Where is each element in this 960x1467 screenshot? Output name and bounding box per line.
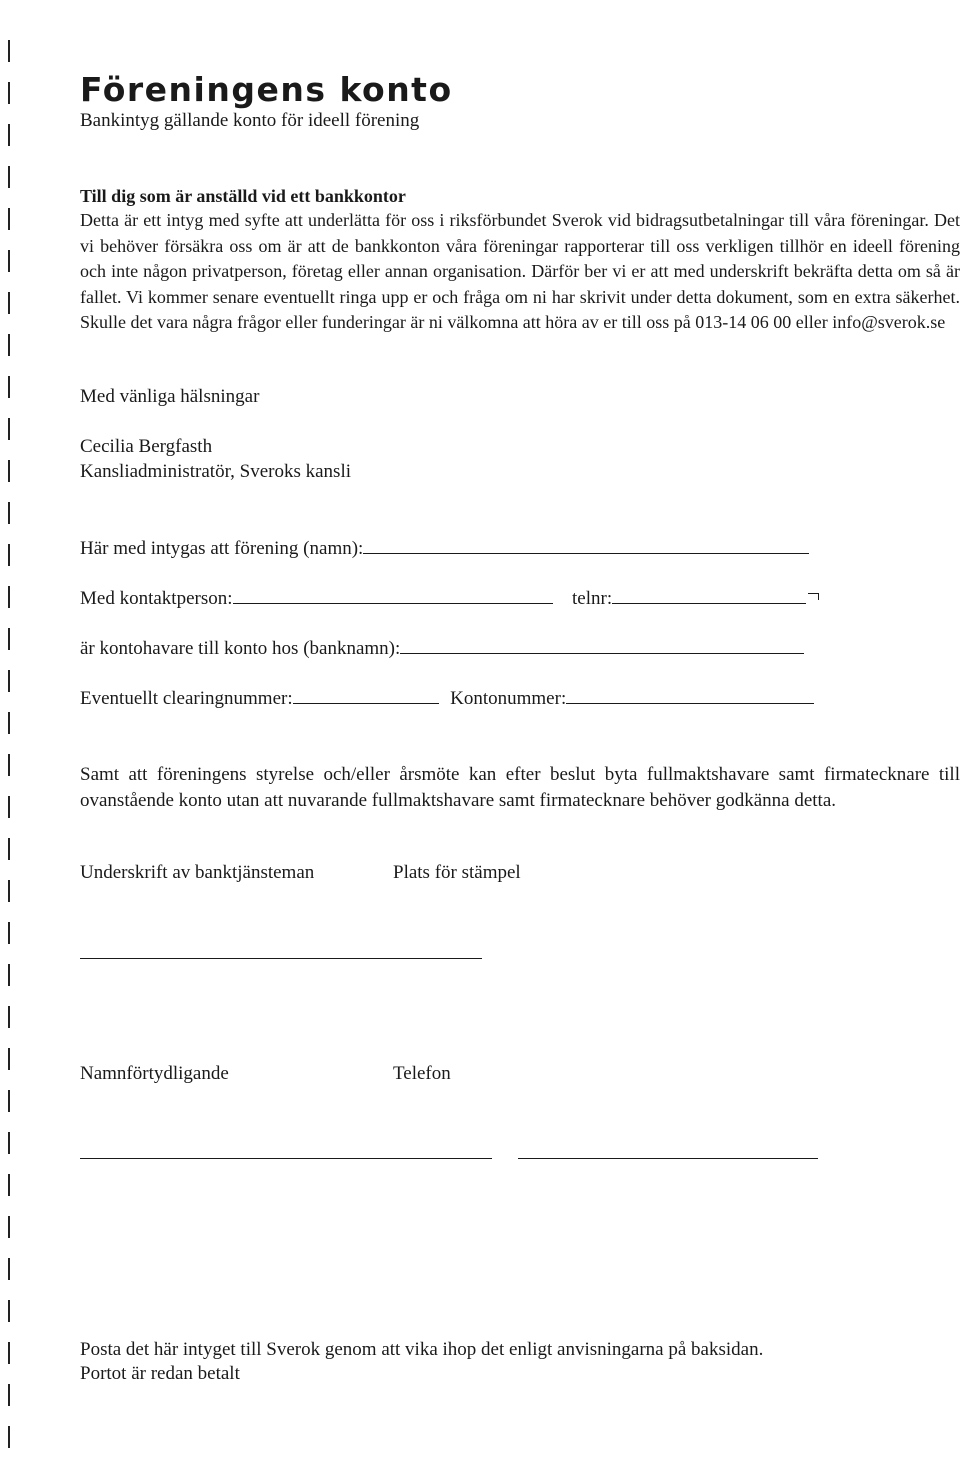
bank-row (80, 636, 804, 660)
perforation-line (0, 0, 20, 1467)
perforation-mark (8, 1132, 10, 1154)
clearing-number-field[interactable] (293, 686, 439, 704)
perforation-mark (8, 544, 10, 566)
corner-mark-icon (808, 593, 819, 600)
page-title: Föreningens konto (80, 70, 453, 109)
signer-name: Cecilia Bergfasth (80, 436, 213, 457)
perforation-mark (8, 124, 10, 146)
perforation-mark (8, 40, 10, 62)
perforation-mark (8, 208, 10, 230)
perforation-mark (8, 1048, 10, 1070)
bank-label: är kontohavare till konto hos (banknamn): (80, 638, 401, 659)
permission-text: Samt att föreningens styrelse och/eller årsmöte kan efter beslut byta fullmaktshavare samt firmatecknare till ovanstående konto utan att nuvarande fullmaktshavare samt firmatecknare behöver godkänna detta. (80, 764, 960, 811)
perforation-mark (8, 880, 10, 902)
contact-label: Med kontaktperson: (80, 588, 233, 609)
clearing-label: Eventuellt clearingnummer: (80, 688, 293, 709)
perforation-mark (8, 460, 10, 482)
bank-signature-line[interactable] (80, 958, 482, 959)
bank-signature-label: Underskrift av banktjänsteman (80, 862, 315, 883)
perforation-mark (8, 1258, 10, 1280)
account-label: Kontonummer: (450, 688, 567, 709)
perforation-mark (8, 250, 10, 272)
perforation-mark (8, 670, 10, 692)
association-name-field[interactable] (363, 536, 809, 554)
perforation-mark (8, 796, 10, 818)
perforation-mark (8, 376, 10, 398)
greeting: Med vänliga hälsningar (80, 386, 260, 407)
phone-label: telnr: (572, 588, 613, 609)
intro-body: Detta är ett intyg med syfte att underlätta för oss i riksförbundet Sverok vid bidragsutbetalningar till våra föreningar. Det vi behöver försäkra oss om är att de bankkonton våra föreningar rapporterar till oss verkligen tillhör en ideell förening och inte någon privatperson, företag eller annan organisation. Därför ber vi er att med underskrift bekräfta detta om så är fallet. Vi kommer senare eventuellt ringa upp er och fråga om ni har skrivit under detta dokument, som en extra säkerhet. Skulle det vara några frågor eller funderingar är ni välkomna att höra av er till oss på 013-14 06 00 eller info@sverok.se (80, 210, 960, 332)
signer-title: Kansliadministratör, Sveroks kansli (80, 461, 352, 482)
perforation-mark (8, 1342, 10, 1364)
name-clarification-label: Namnförtydligande (80, 1063, 229, 1084)
perforation-mark (8, 334, 10, 356)
intro-heading: Till dig som är anställd vid ett bankkontor (80, 186, 406, 206)
perforation-mark (8, 586, 10, 608)
name-clarification-line[interactable] (80, 1158, 492, 1159)
perforation-mark (8, 628, 10, 650)
perforation-mark (8, 166, 10, 188)
perforation-mark (8, 418, 10, 440)
contact-person-field[interactable] (233, 586, 553, 604)
perforation-mark (8, 1090, 10, 1112)
perforation-mark (8, 82, 10, 104)
account-row (80, 686, 814, 710)
phone-field[interactable] (612, 586, 806, 604)
postage-note: Portot är redan betalt (80, 1363, 240, 1384)
mailing-instruction: Posta det här intyget till Sverok genom att vika ihop det enligt anvisningarna på baksidan. (80, 1339, 764, 1360)
telephone-line[interactable] (518, 1158, 818, 1159)
perforation-mark (8, 502, 10, 524)
perforation-mark (8, 1300, 10, 1322)
perforation-mark (8, 838, 10, 860)
perforation-mark (8, 1216, 10, 1238)
bank-name-field[interactable] (400, 636, 804, 654)
perforation-mark (8, 754, 10, 776)
perforation-mark (8, 1174, 10, 1196)
perforation-mark (8, 292, 10, 314)
telephone-label: Telefon (393, 1063, 451, 1084)
page-subtitle: Bankintyg gällande konto för ideell förening (80, 110, 420, 131)
association-row (80, 536, 809, 560)
account-number-field[interactable] (566, 686, 814, 704)
perforation-mark (8, 1384, 10, 1406)
perforation-mark (8, 1426, 10, 1448)
perforation-mark (8, 712, 10, 734)
contact-row (80, 586, 819, 610)
stamp-label: Plats för stämpel (393, 862, 521, 883)
perforation-mark (8, 964, 10, 986)
perforation-mark (8, 922, 10, 944)
association-label: Här med intygas att förening (namn): (80, 538, 364, 559)
perforation-mark (8, 1006, 10, 1028)
